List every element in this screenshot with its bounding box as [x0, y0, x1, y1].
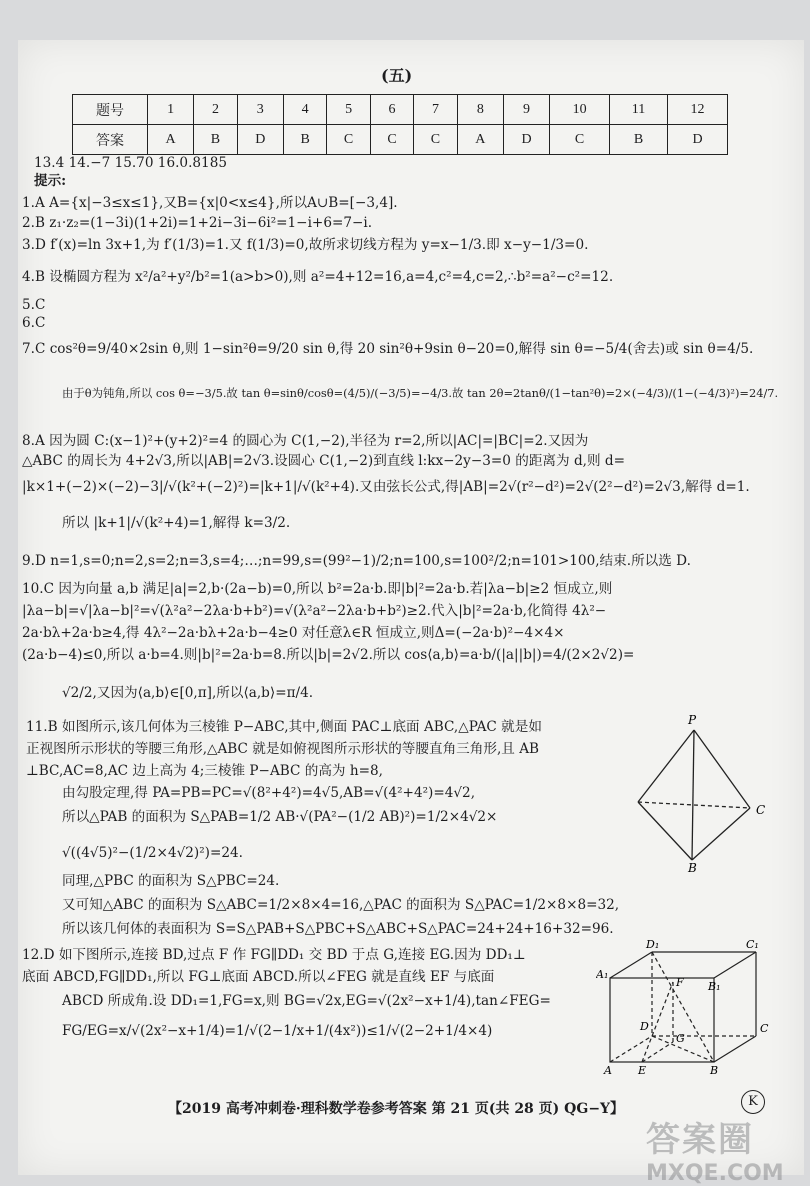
solution-line: ⊥BC,AC=8,AC 边上高为 4;三棱锥 P−ABC 的高为 h=8, [26, 763, 383, 779]
solution-line: (2a·b−4)≤0,所以 a·b=4.则|b|²=2a·b=8.所以|b|=2√2.所以 cos⟨a,b⟩=a·b/(|a||b|)=4/(2×2√2)= [22, 647, 635, 663]
vertex-label: B [688, 861, 697, 872]
answer-cell: A [457, 125, 503, 155]
page-footer: 【2019 高考冲刺卷·理科数学卷参考答案 第 21 页(共 28 页) QG−Y】 [168, 1101, 625, 1117]
answer-row [73, 125, 728, 155]
vertex-label: D [640, 1020, 649, 1033]
question-number-cell: 2 [194, 95, 237, 125]
answer-cell: C [550, 125, 610, 155]
solution-line: 8.A 因为圆 C:(x−1)²+(y+2)²=4 的圆心为 C(1,−2),半径为 r=2,所以|AC|=|BC|=2.又因为 [22, 433, 589, 449]
solution-line: 3.D f′(x)=ln 3x+1,为 f′(1/3)=1.又 f(1/3)=0,故所求切线方程为 y=x−1/3.即 x−y−1/3=0. [22, 237, 589, 253]
solution-line: FG/EG=x/√(2x²−x+1/4)=1/√(2−1/x+1/(4x²))≤1/√(2−2+1/4×4) [62, 1023, 493, 1039]
solution-line: 所以该几何体的表面积为 S=S△PAB+S△PBC+S△ABC+S△PAC=24+24+16+32=96. [62, 921, 614, 937]
answer-cell: D [503, 125, 549, 155]
vertex-label: B₁ [708, 980, 721, 993]
k-badge: K [741, 1090, 765, 1114]
row-label: 题号 [73, 95, 148, 125]
solution-line: √((4√5)²−(1/2×4√2)²)=24. [62, 845, 243, 861]
question-number-cell: 11 [610, 95, 668, 125]
solution-line: 又可知△ABC 的面积为 S△ABC=1/2×8×4=16,△PAC 的面积为 S△PAC=1/2×8×8=32, [62, 897, 620, 913]
vertex-label: E [638, 1064, 647, 1077]
solution-line: 由于θ为钝角,所以 cos θ=−3/5.故 tan θ=sinθ/cosθ=(4/5)/(−3/5)=−4/3.故 tan 2θ=2tanθ/(1−tan²θ)=2×(−4/3)/(1−(−4/3)²)=24/7. [62, 386, 779, 400]
answer-cell: D [668, 125, 728, 155]
answer-cell: C [414, 125, 457, 155]
solution-line: 12.D 如下图所示,连接 BD,过点 F 作 FG∥DD₁ 交 BD 于点 G,连接 EG.因为 DD₁⊥ [22, 947, 526, 963]
solution-line: 11.B 如图所示,该几何体为三棱锥 P−ABC,其中,侧面 PAC⊥底面 ABC,△PAC 就是如 [26, 719, 542, 735]
vertex-label: G [676, 1032, 685, 1045]
vertex-label: C [756, 803, 766, 817]
solution-line: 底面 ABCD,FG∥DD₁,所以 FG⊥底面 ABCD.所以∠FEG 就是直线 EF 与底面 [22, 969, 495, 985]
solution-line: 2.B z₁·z₂=(1−3i)(1+2i)=1+2i−3i−6i²=1−i+6=7−i. [22, 215, 373, 231]
answer-cell: B [610, 125, 668, 155]
solution-line: △ABC 的周长为 4+2√3,所以|AB|=2√3.设圆心 C(1,−2)到直线 l:kx−2y−3=0 的距离为 d,则 d= [22, 453, 625, 469]
answer-cell: C [370, 125, 413, 155]
solution-line: 6.C [22, 315, 46, 331]
vertex-label: D₁ [646, 938, 660, 951]
question-number-cell: 7 [414, 95, 457, 125]
cube-figure [596, 938, 776, 1078]
question-number-cell: 9 [503, 95, 549, 125]
section-title: (五) [381, 66, 413, 85]
solution-line: |k×1+(−2)×(−2)−3|/√(k²+(−2)²)=|k+1|/√(k²+4).又由弦长公式,得|AB|=2√(r²−d²)=2√(2²−d²)=2√3,解得 d=1. [22, 479, 750, 495]
solution-line: 2a·bλ+2a·b≥4,得 4λ²−2a·bλ+2a·b−4≥0 对任意λ∈R 恒成立,则Δ=(−2a·b)²−4×4× [22, 625, 565, 641]
question-number-row [73, 95, 728, 125]
solution-line: 所以 |k+1|/√(k²+4)=1,解得 k=3/2. [62, 515, 291, 531]
question-number-cell: 8 [457, 95, 503, 125]
vertex-label: C₁ [746, 938, 759, 951]
vertex-label: A [604, 1064, 612, 1077]
solution-line: 由勾股定理,得 PA=PB=PC=√(8²+4²)=4√5,AB=√(4²+4²)=4√2, [62, 785, 476, 801]
answer-cell: D [237, 125, 283, 155]
answer-cell: B [194, 125, 237, 155]
question-number-cell: 12 [668, 95, 728, 125]
solution-line: 4.B 设椭圆方程为 x²/a²+y²/b²=1(a>b>0),则 a²=4+12=16,a=4,c²=4,c=2,∴b²=a²−c²=12. [22, 269, 614, 285]
hint-label: 提示: [34, 173, 67, 189]
question-number-cell: 6 [370, 95, 413, 125]
pyramid-figure [628, 712, 778, 872]
solution-line: 正视图所示形状的等腰三角形,△ABC 就是如俯视图所示形状的等腰直角三角形,且 AB [26, 741, 540, 757]
question-number-cell: 5 [327, 95, 370, 125]
solution-line: √2/2,又因为⟨a,b⟩∈[0,π],所以⟨a,b⟩=π/4. [62, 685, 314, 701]
solution-line: ABCD 所成角.设 DD₁=1,FG=x,则 BG=√2x,EG=√(2x²−x+1/4),tan∠FEG= [62, 993, 551, 1009]
question-number-cell: 3 [237, 95, 283, 125]
vertex-label: B [710, 1064, 719, 1077]
question-number-cell: 10 [550, 95, 610, 125]
vertex-label: A₁ [596, 968, 609, 981]
row-label: 答案 [73, 125, 148, 155]
solution-line: 9.D n=1,s=0;n=2,s=2;n=3,s=4;…;n=99,s=(99²−1)/2;n=100,s=100²/2;n=101>100,结束.所以选 D. [22, 553, 691, 569]
solution-line: 10.C 因为向量 a,b 满足|a|=2,b·(2a−b)=0,所以 b²=2a·b.即|b|²=2a·b.若|λa−b|≥2 恒成立,则 [22, 581, 613, 597]
vertex-label: C [760, 1022, 769, 1035]
fill-in-answers: 13.4 14.−7 15.70 16.0.8185 [34, 155, 227, 171]
solution-line: |λa−b|=√|λa−b|²=√(λ²a²−2λa·b+b²)=√(λ²a²−2λa·b+b²)≥2.代入|b|²=2a·b,化简得 4λ²− [22, 603, 607, 619]
vertex-label: F [676, 976, 684, 989]
solution-line: 1.A A={x|−3≤x≤1},又B={x|0<x≤4},所以A∪B=[−3,4]. [22, 195, 398, 211]
question-number-cell: 1 [148, 95, 194, 125]
answer-cell: C [327, 125, 370, 155]
solution-line: 5.C [22, 297, 46, 313]
watermark-logo: 答案圈 MXQE.COM [646, 1120, 784, 1186]
question-number-cell: 4 [283, 95, 326, 125]
solution-line: 同理,△PBC 的面积为 S△PBC=24. [62, 873, 280, 889]
solution-line: 7.C cos²θ=9/40×2sin θ,则 1−sin²θ=9/20 sin θ,得 20 sin²θ+9sin θ−20=0,解得 sin θ=−5/4(舍去)或 sin θ=4/5. [22, 341, 754, 357]
answer-cell: A [148, 125, 194, 155]
answer-cell: B [283, 125, 326, 155]
answer-table [72, 94, 728, 155]
vertex-label: P [688, 713, 697, 727]
solution-line: 所以△PAB 的面积为 S△PAB=1/2 AB·√(PA²−(1/2 AB)²)=1/2×4√2× [62, 809, 498, 825]
